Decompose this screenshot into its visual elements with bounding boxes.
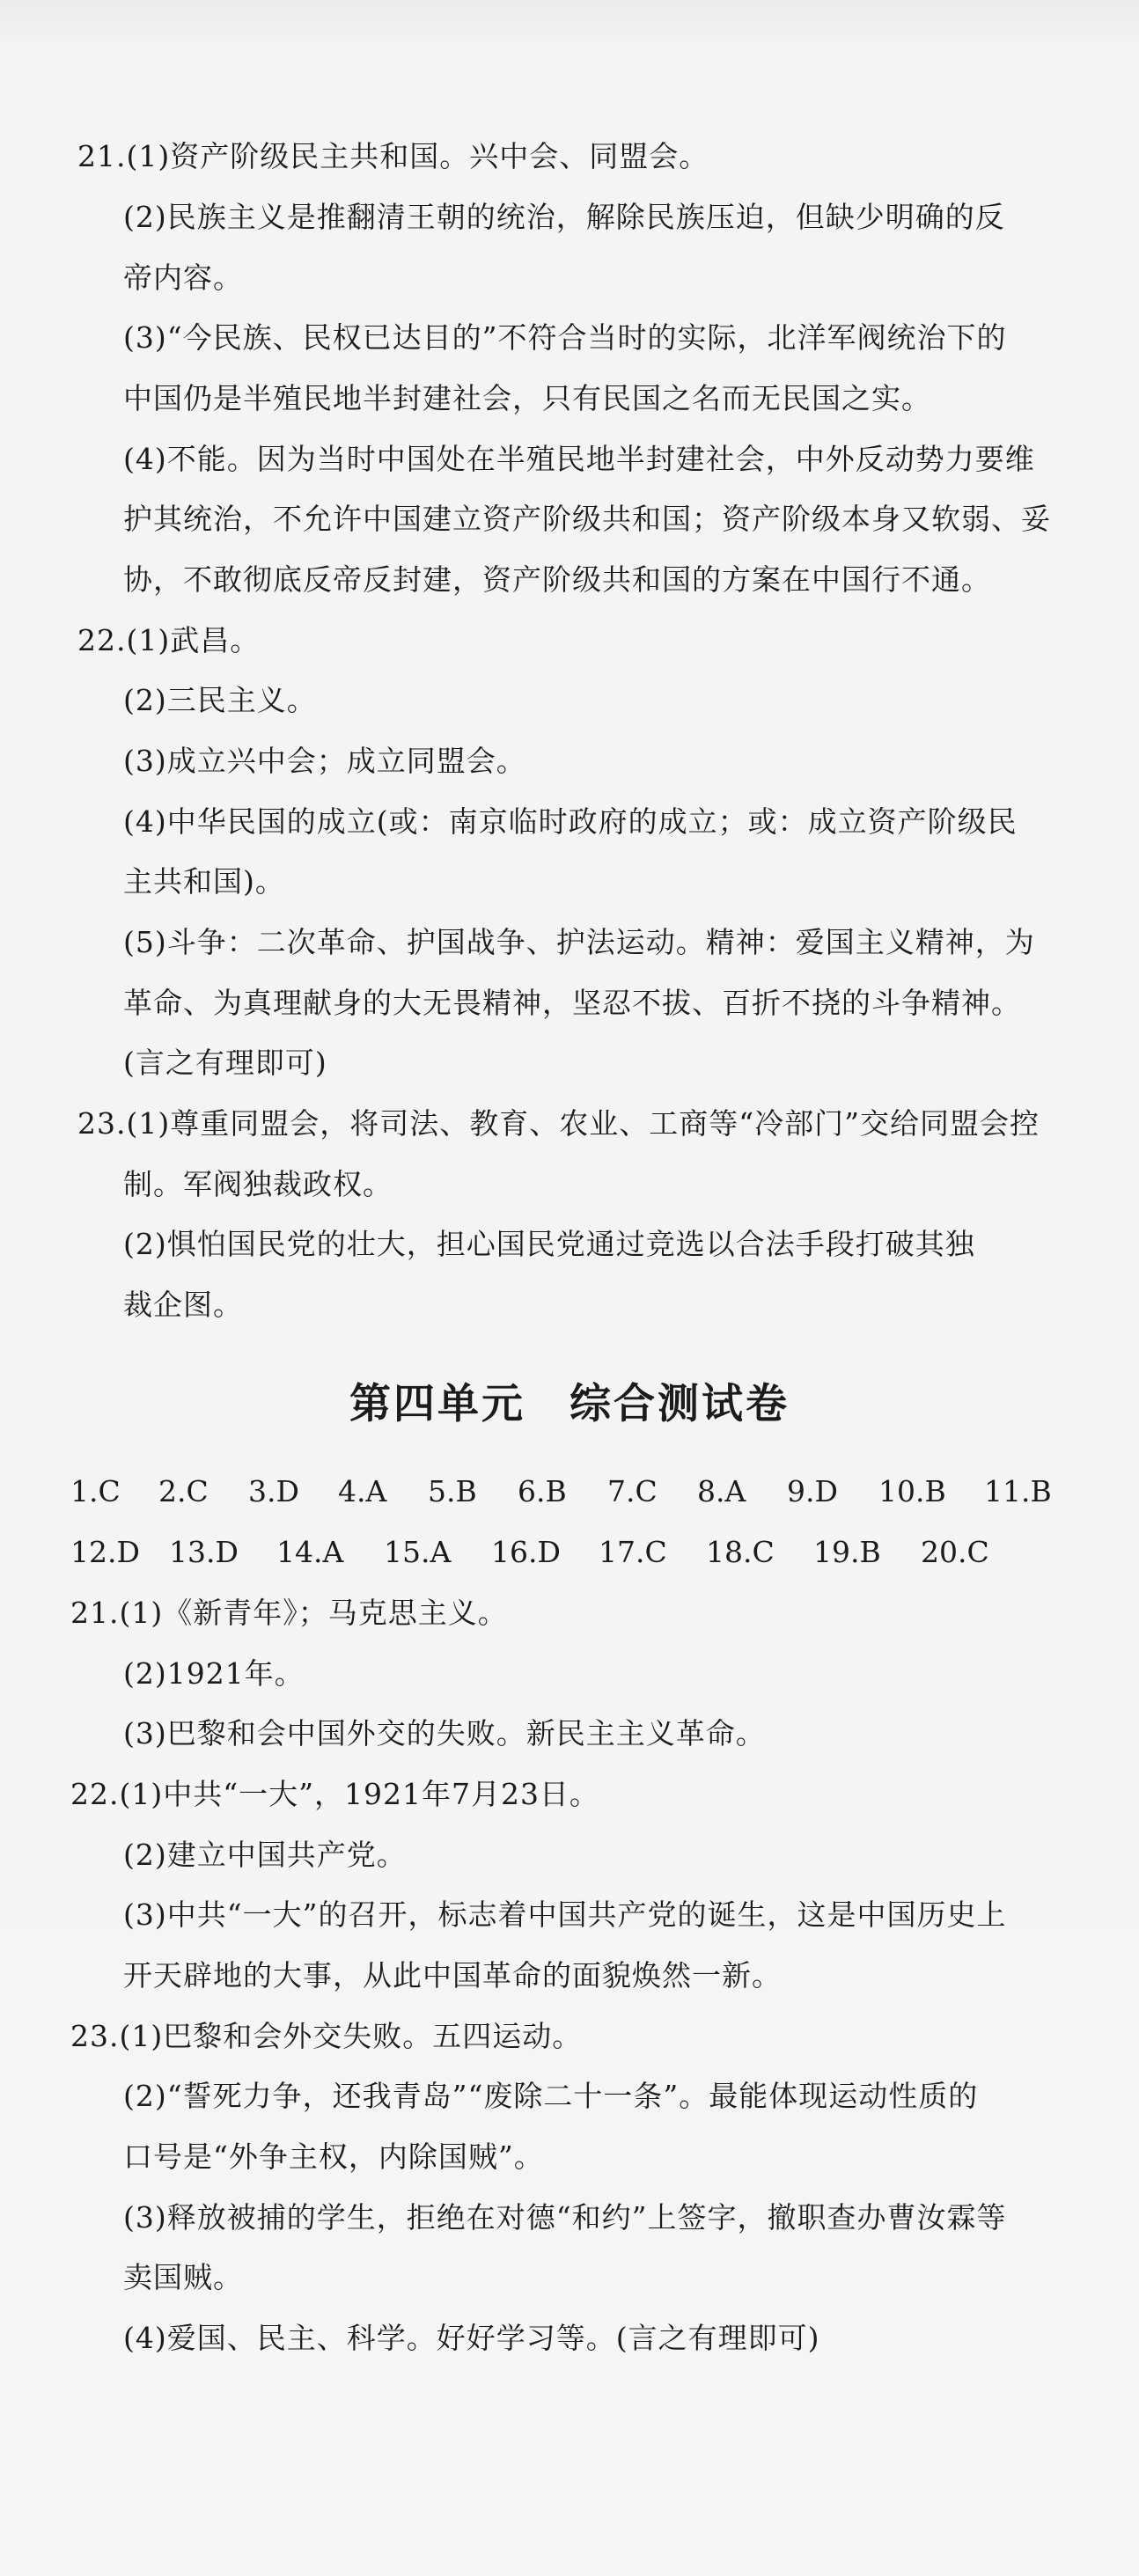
answer-line: 22.(1)武昌。 (77, 623, 261, 657)
choice-answer: 9.D (787, 1474, 838, 1508)
answer-line: 口号是“外争主权，内除国贼”。 (123, 2139, 544, 2174)
answer-line: (5)斗争：二次革命、护国战争、护法运动。精神：爱国主义精神，为 (123, 925, 1035, 959)
answer-line: (3)“今民族、民权已达目的”不符合当时的实际，北洋军阀统治下的 (123, 320, 1007, 355)
answer-line: 21.(1)《新青年》；马克思主义。 (70, 1596, 508, 1630)
answer-line: 帝内容。 (123, 261, 243, 295)
answer-line: 制。军阀独裁政权。 (123, 1167, 393, 1201)
answer-line: 卖国贼。 (123, 2260, 243, 2294)
answer-line: 22.(1)中共“一大”，1921年7月23日。 (70, 1777, 599, 1811)
answer-line: 21.(1)资产阶级民主共和国。兴中会、同盟会。 (77, 139, 709, 173)
choice-answer: 16.D (491, 1535, 561, 1569)
answer-line: (4)中华民国的成立(或：南京临时政府的成立；或：成立资产阶级民 (123, 804, 1018, 839)
answer-line: 协，不敢彻底反帝反封建，资产阶级共和国的方案在中国行不通。 (123, 562, 991, 597)
choice-answer: 6.B (518, 1474, 567, 1508)
multiple-choice-row-1 (70, 1474, 1052, 1509)
choice-answer: 19.B (813, 1535, 881, 1569)
answer-line: (3)释放被捕的学生，拒绝在对德“和约”上签字，撤职查办曹汝霖等 (123, 2200, 1007, 2235)
answer-line: 开天辟地的大事，从此中国革命的面貌焕然一新。 (123, 1958, 782, 1993)
choice-answer: 10.B (878, 1474, 946, 1508)
answer-line: 护其统治，不允许中国建立资产阶级共和国；资产阶级本身又软弱、妥 (123, 502, 1051, 536)
choice-answer: 1.C (70, 1474, 121, 1508)
choice-answer: 18.C (706, 1535, 775, 1569)
choice-answer: 13.D (169, 1535, 239, 1569)
answer-line: 中国仍是半殖民地半封建社会，只有民国之名而无民国之实。 (123, 381, 931, 415)
answer-line: (4)不能。因为当时中国处在半殖民地半封建社会，中外反动势力要维 (123, 442, 1035, 476)
answer-line: (2)民族主义是推翻清王朝的统治，解除民族压迫，但缺少明确的反 (123, 200, 1005, 234)
choice-answer: 14.A (276, 1535, 344, 1569)
answer-line: (2)“誓死力争，还我青岛”“废除二十一条”。最能体现运动性质的 (123, 2079, 979, 2113)
unit-title: 第四单元 综合测试卷 (349, 1380, 790, 1428)
choice-answer: 17.C (599, 1535, 667, 1569)
choice-answer: 8.A (697, 1474, 746, 1508)
answer-line: (2)1921年。 (123, 1656, 305, 1691)
choice-answer: 12.D (70, 1535, 140, 1569)
answer-line: (言之有理即可) (123, 1046, 327, 1080)
answer-line: (3)中共“一大”的召开，标志着中国共产党的诞生，这是中国历史上 (123, 1897, 1007, 1932)
answer-line: (4)爱国、民主、科学。好好学习等。(言之有理即可) (123, 2321, 820, 2355)
answer-line: (2)惧怕国民党的壮大，担心国民党通过竞选以合法手段打破其独 (123, 1227, 975, 1261)
choice-answer: 7.C (607, 1474, 658, 1508)
answer-line: 23.(1)巴黎和会外交失败。五四运动。 (70, 2019, 583, 2053)
answer-line: (2)三民主义。 (123, 683, 317, 717)
multiple-choice-row-2 (70, 1535, 989, 1570)
choice-answer: 5.B (428, 1474, 477, 1508)
answer-line: (2)建立中国共产党。 (123, 1838, 407, 1872)
answer-line: (3)成立兴中会；成立同盟会。 (123, 744, 526, 778)
answer-line: 23.(1)尊重同盟会，将司法、教育、农业、工商等“冷部门”交给同盟会控 (77, 1106, 1040, 1141)
answer-line: 革命、为真理献身的大无畏精神，坚忍不拔、百折不挠的斗争精神。 (123, 986, 1021, 1020)
choice-answer: 3.D (248, 1474, 299, 1508)
answer-line: 主共和国)。 (123, 864, 285, 899)
answer-line: 裁企图。 (123, 1288, 243, 1322)
choice-answer: 11.B (984, 1474, 1052, 1508)
answer-line: (3)巴黎和会中国外交的失败。新民主主义革命。 (123, 1716, 766, 1750)
choice-answer: 2.C (158, 1474, 209, 1508)
choice-answer: 15.A (384, 1535, 452, 1569)
choice-answer: 4.A (338, 1474, 387, 1508)
choice-answer: 20.C (921, 1535, 989, 1569)
